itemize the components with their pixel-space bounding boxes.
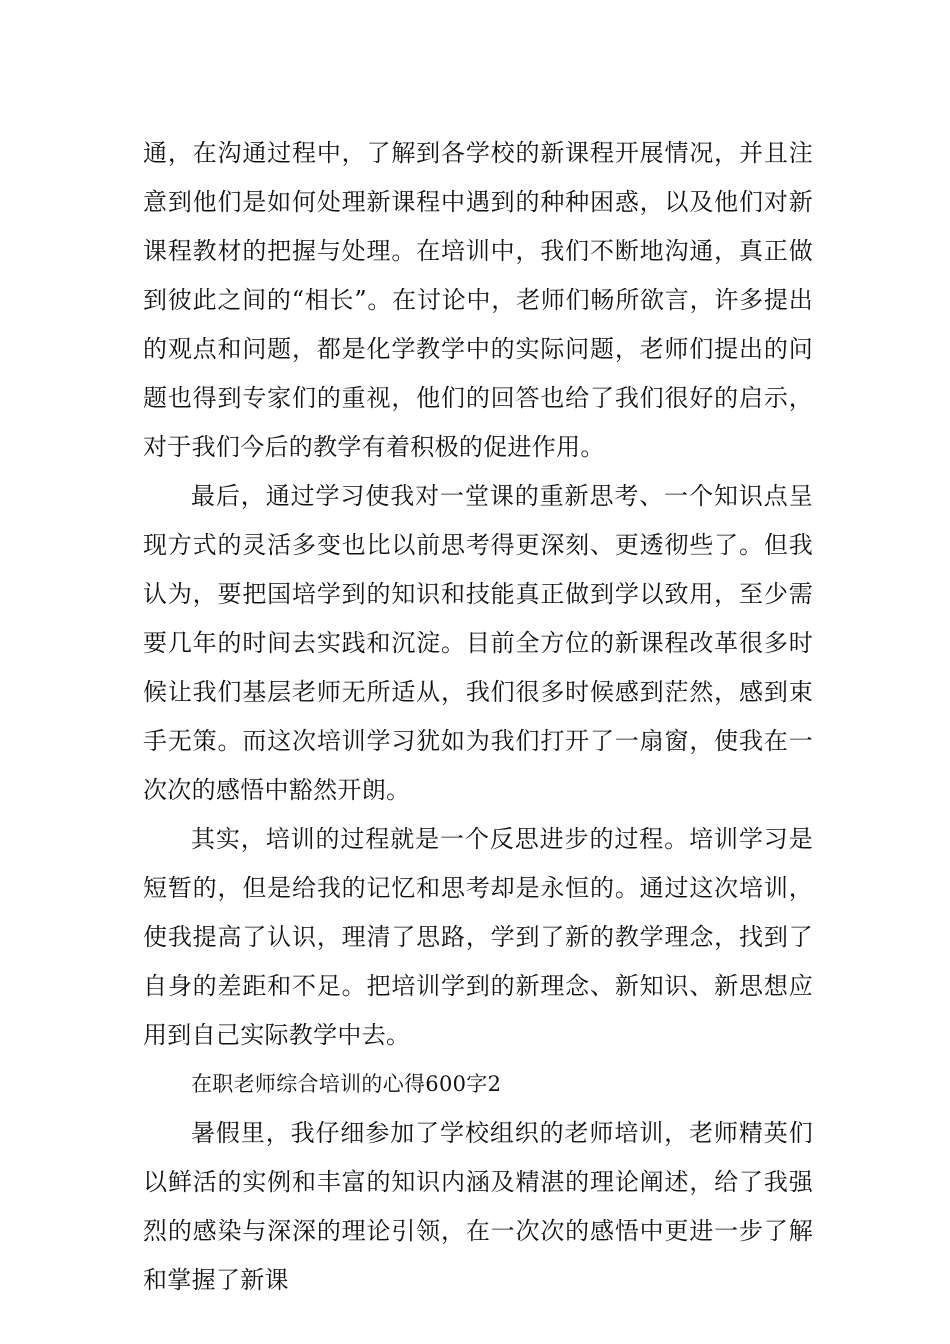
paragraph-reflection: 最后，通过学习使我对一堂课的重新思考、一个知识点呈现方式的灵活多变也比以前思考得更深刻、更透彻些了。但我认为，要把国培学到的知识和技能真正做到学以致用，至少需要几年的时间去实践和沉淀。目前全方位的新课程改革很多时候让我们基层老师无所适从，我们很多时候感到茫然，感到束手无策。而这次培训学习犹如为我们打开了一扇窗，使我在一次次的感悟中豁然开朗。: [143, 482, 813, 804]
document-body: [143, 129, 813, 1305]
paragraph-summer-training: 暑假里，我仔细参加了学校组织的老师培训，老师精英们以鲜活的实例和丰富的知识内涵及精湛的理论阐述，给了我强烈的感染与深深的理论引领，在一次次的感悟中更进一步了解和掌握了新课: [143, 1119, 813, 1294]
paragraph-communication: 通，在沟通过程中，了解到各学校的新课程开展情况，并且注意到他们是如何处理新课程中遇到的种种困惑，以及他们对新课程教材的把握与处理。在培训中，我们不断地沟通，真正做到彼此之间的“相长”。在讨论中，老师们畅所欲言，许多提出的观点和问题，都是化学教学中的实际问题，老师们提出的问题也得到专家们的重视，他们的回答也给了我们很好的启示，对于我们今后的教学有着积极的促进作用。: [143, 139, 813, 461]
section-subtitle: 在职老师综合培训的心得600字2: [191, 1072, 502, 1096]
paragraph-training-process: 其实，培训的过程就是一个反思进步的过程。培训学习是短暂的，但是给我的记忆和思考却是永恒的。通过这次培训，使我提高了认识，理清了思路，学到了新的教学理念，找到了自身的差距和不足。把培训学到的新理念、新知识、新思想应用到自己实际教学中去。: [143, 825, 813, 1049]
